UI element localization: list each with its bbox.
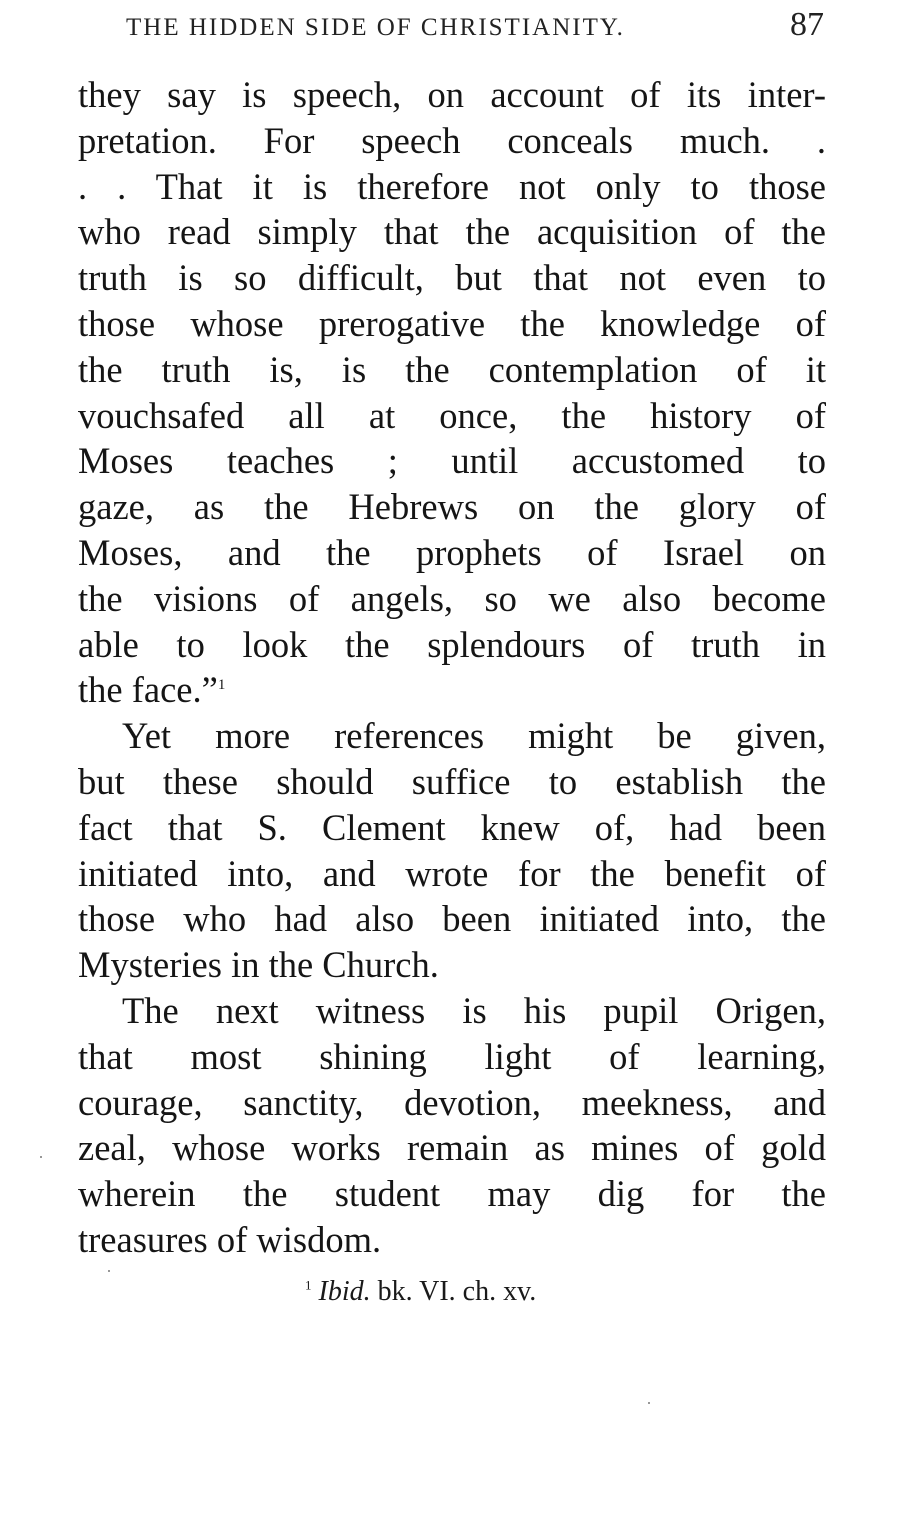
page-number: 87 — [790, 6, 824, 43]
text-line: initiated into, and wrote for the benefit of — [78, 852, 826, 894]
running-head — [126, 8, 826, 48]
paper-speck — [40, 1156, 42, 1158]
text-line: those whose prerogative the knowledge of — [78, 302, 826, 344]
text-line: Mysteries in the Church. — [78, 944, 439, 986]
text-line: that most shining light of learning, — [78, 1035, 826, 1077]
body-text — [78, 72, 826, 1263]
paper-speck — [108, 1270, 110, 1272]
footnote-citation: bk. VI. ch. xv. — [377, 1276, 537, 1307]
text-line: the truth is, is the contemplation of it — [78, 348, 826, 390]
text-line: able to look the splendours of truth in — [78, 623, 826, 665]
text-line: pretation. For speech conceals much. . — [78, 119, 826, 161]
text-line: vouchsafed all at once, the history of — [78, 394, 826, 436]
paper-speck — [648, 1402, 650, 1404]
text-line: fact that S. Clement knew of, had been — [78, 806, 826, 848]
paragraph-start: Yet more references might be given, — [122, 715, 826, 757]
text-line: those who had also been initiated into, the — [78, 898, 826, 940]
running-title: THE HIDDEN SIDE OF CHRISTIANITY. — [126, 14, 625, 41]
text-line: they say is speech, on account of its inter- — [78, 74, 826, 115]
text-line: zeal, whose works remain as mines of gold — [78, 1127, 826, 1169]
footnote-mark: 1 — [305, 1277, 312, 1293]
footnote-reference: 1 — [217, 677, 226, 694]
text-line: gaze, as the Hebrews on the glory of — [78, 486, 826, 528]
text-line: who read simply that the acquisition of the — [78, 211, 826, 253]
text-line: Moses teaches ; until accustomed to — [78, 440, 826, 482]
text-line: courage, sanctity, devotion, meekness, and — [78, 1081, 826, 1123]
footnote-source: Ibid. — [318, 1276, 371, 1307]
paragraph-start: The next witness is his pupil Origen, — [122, 989, 826, 1031]
text-line: truth is so difficult, but that not even to — [78, 257, 826, 299]
text-line: . . That it is therefore not only to those — [78, 165, 826, 207]
footnote — [305, 1276, 625, 1316]
text-line: Moses, and the prophets of Israel on — [78, 531, 826, 573]
text-line-with-footnote — [78, 667, 826, 713]
text-line: wherein the student may dig for the — [78, 1173, 826, 1215]
text-line: treasures of wisdom. — [78, 1218, 382, 1260]
text-line: the visions of angels, so we also become — [78, 577, 826, 619]
text-line: the face.” — [78, 669, 218, 711]
text-line: but these should suffice to establish the — [78, 760, 826, 802]
